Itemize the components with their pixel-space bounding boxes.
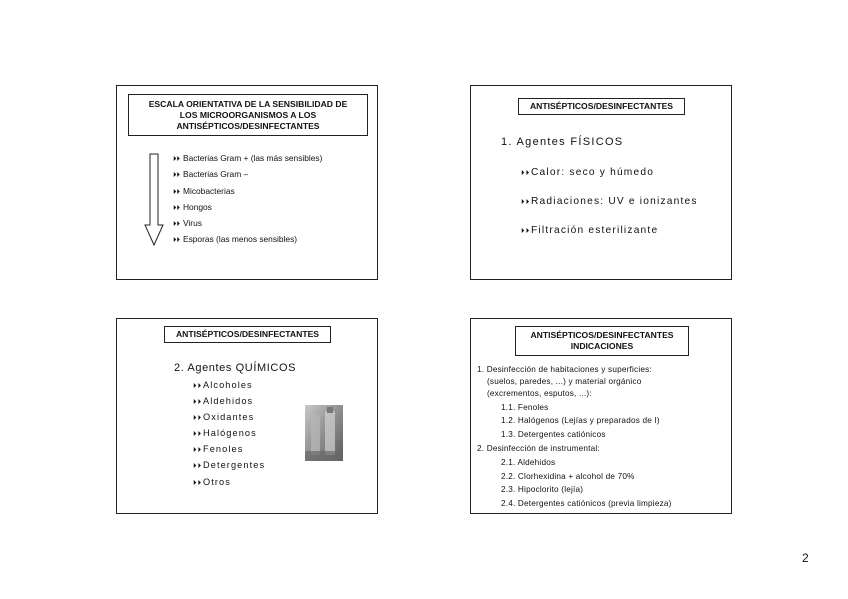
double-arrow-bullet-icon: ⏵⏵ <box>173 188 180 196</box>
double-arrow-bullet-icon: ⏵⏵ <box>193 399 203 407</box>
list-item: ⏵⏵Halógenos <box>193 425 265 441</box>
down-arrow-icon <box>143 153 165 248</box>
slide-indications <box>470 318 732 514</box>
text-line: 2.3. Hipoclorito (lejía) <box>501 485 584 494</box>
double-arrow-bullet-icon: ⏵⏵ <box>521 170 531 177</box>
double-arrow-bullet-icon: ⏵⏵ <box>173 204 180 212</box>
slide3-list <box>193 377 265 490</box>
list-item: ⏵⏵Otros <box>193 474 265 490</box>
list-item: ⏵⏵Calor: seco y húmedo <box>521 158 698 187</box>
slide3-title: ANTISÉPTICOS/DESINFECTANTES <box>164 326 331 343</box>
slide1-title-line: LOS MICROORGANISMOS A LOS <box>179 110 317 120</box>
text-line: 2. Desinfección de instrumental: <box>477 444 600 453</box>
text-line: 1. Desinfección de habitaciones y superficies: <box>477 365 652 374</box>
double-arrow-bullet-icon: ⏵⏵ <box>521 228 531 235</box>
slide1-title <box>128 94 368 136</box>
text-line: 2.1. Aldehidos <box>501 458 556 467</box>
slide4-title <box>515 326 689 356</box>
text-line: 2.2. Clorhexidina + alcohol de 70% <box>501 472 635 481</box>
double-arrow-bullet-icon: ⏵⏵ <box>193 463 203 471</box>
lab-photo-image <box>305 405 343 461</box>
double-arrow-bullet-icon: ⏵⏵ <box>173 156 180 163</box>
slide2-title: ANTISÉPTICOS/DESINFECTANTES <box>518 98 685 115</box>
list-item: ⏵⏵Radiaciones: UV e ionizantes <box>521 187 698 216</box>
double-arrow-bullet-icon: ⏵⏵ <box>193 447 203 455</box>
slide3-heading: 2. Agentes QUÍMICOS <box>174 362 297 374</box>
double-arrow-bullet-icon: ⏵⏵ <box>173 237 180 245</box>
page-number: 2 <box>802 551 809 565</box>
double-arrow-bullet-icon: ⏵⏵ <box>521 199 531 206</box>
slide2-heading: 1. Agentes FÍSICOS <box>501 136 624 148</box>
double-arrow-bullet-icon: ⏵⏵ <box>193 415 203 423</box>
slide1-list <box>173 150 322 248</box>
double-arrow-bullet-icon: ⏵⏵ <box>193 383 203 390</box>
slide-sensitivity-scale <box>116 85 378 280</box>
slide-physical-agents <box>470 85 732 280</box>
slide1-title-line: ESCALA ORIENTATIVA DE LA SENSIBILIDAD DE <box>148 99 348 109</box>
list-item: ⏵⏵Fenoles <box>193 441 265 457</box>
list-item: ⏵⏵ Micobacterias <box>173 183 322 199</box>
list-item: ⏵⏵ Bacterias Gram – <box>173 166 322 182</box>
text-line: 1.3. Detergentes catiónicos <box>501 430 606 439</box>
double-arrow-bullet-icon: ⏵⏵ <box>193 479 203 487</box>
list-item: ⏵⏵Aldehidos <box>193 393 265 409</box>
double-arrow-bullet-icon: ⏵⏵ <box>193 431 203 439</box>
text-line: 2.4. Detergentes catiónicos (previa limpieza) <box>501 499 672 508</box>
list-item: ⏵⏵ Esporas (las menos sensibles) <box>173 231 322 247</box>
text-line: 1.1. Fenoles <box>501 403 549 412</box>
text-line: (excrementos, esputos, ...): <box>487 389 592 398</box>
text-line: 1.2. Halógenos (Lejías y preparados de I) <box>501 416 660 425</box>
slide1-title-line: ANTISÉPTICOS/DESINFECTANTES <box>176 121 320 131</box>
slide4-title-line: ANTISÉPTICOS/DESINFECTANTES <box>530 330 674 340</box>
slide-chemical-agents <box>116 318 378 514</box>
double-arrow-bullet-icon: ⏵⏵ <box>173 221 180 229</box>
list-item: ⏵⏵Oxidantes <box>193 409 265 425</box>
list-item: ⏵⏵Detergentes <box>193 457 265 473</box>
slide4-title-line: INDICACIONES <box>570 341 634 351</box>
double-arrow-bullet-icon: ⏵⏵ <box>173 172 180 180</box>
list-item: ⏵⏵ Hongos <box>173 199 322 215</box>
list-item: ⏵⏵ Virus <box>173 215 322 231</box>
text-line: (suelos, paredes, ...) y material orgánico <box>487 377 642 386</box>
list-item: ⏵⏵Filtración esterilizante <box>521 216 698 245</box>
list-item: ⏵⏵Alcoholes <box>193 377 265 393</box>
list-item: ⏵⏵ Bacterias Gram + (las más sensibles) <box>173 150 322 166</box>
slide2-list <box>521 158 698 245</box>
